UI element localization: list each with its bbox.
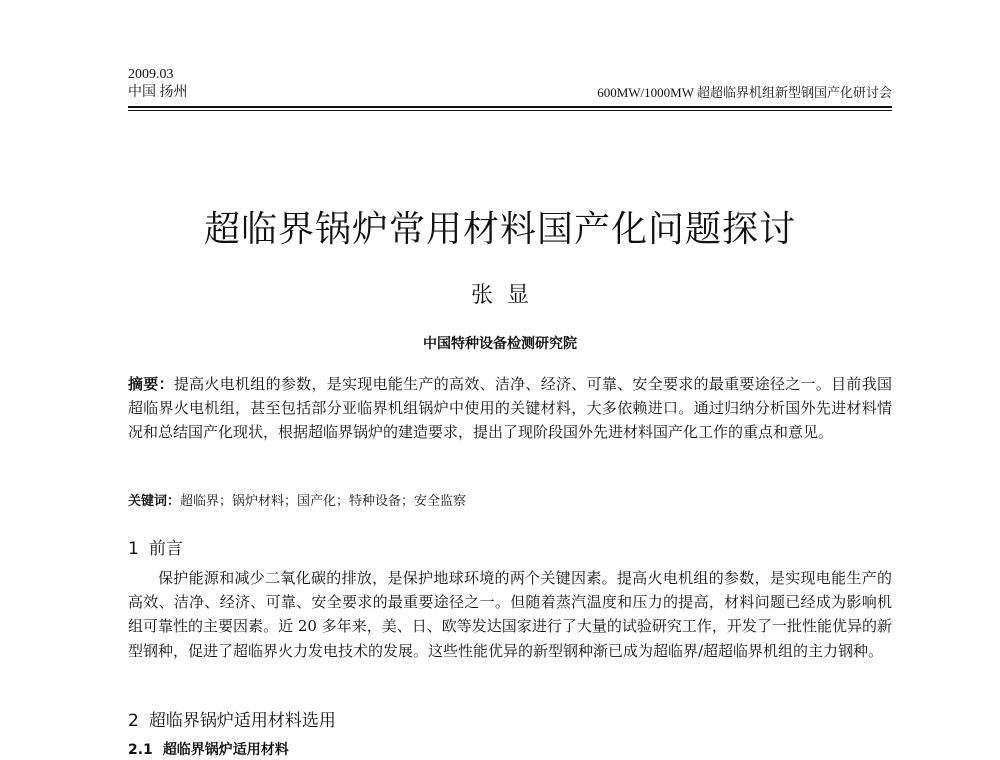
header-conference: 600MW/1000MW 超超临界机组新型钢国产化研讨会 <box>597 85 892 100</box>
paper-affiliation: 中国特种设备检测研究院 <box>423 336 577 352</box>
subsection-title: 超临界锅炉适用材料 <box>162 742 289 758</box>
keywords-label: 关键词： <box>128 494 181 509</box>
section-1-paragraph: 保护能源和减少二氧化碳的排放，是保护地球环境的两个关键因素。提高火电机组的参数，是实现电能生产的高效、洁净、经济、可靠、安全要求的最重要途径之一。但随着蒸汽温度和压力的提高，材料问题已经成为影响机组可靠性的主要因素。近 20 多年来，美、日、欧等发达国家进行了大量的试验研究工作，开发了一批性能优异的新型钢种，促进了超临界火力发电技术的发展。这些性能优异的新型钢种渐已成为超临界/超超临界机组的主力钢种。 <box>128 569 892 660</box>
header-rule <box>128 106 892 108</box>
abstract <box>128 372 892 444</box>
paper-author: 张显 <box>470 283 543 308</box>
abstract-text: 提高火电机组的参数，是实现电能生产的高效、洁净、经济、可靠、安全要求的最重要途径之一。目前我国超临界火电机组，甚至包括部分亚临界机组锅炉中使用的关键材料，大多依赖进口。通过归纳分析国外先进材料情况和总结国产化现状，根据超临界锅炉的建造要求，提出了现阶段国外先进材料国产化工作的重点和意见。 <box>128 375 892 441</box>
section-title: 超临界锅炉适用材料选用 <box>148 711 336 731</box>
subsection-number: 2.1 <box>128 742 153 758</box>
section-number: 1 <box>128 539 139 559</box>
header-place: 中国 扬州 <box>128 85 188 100</box>
subsection-heading-2-1 <box>128 740 289 760</box>
section-heading-2 <box>128 709 336 733</box>
section-heading-1 <box>128 537 183 561</box>
section-title: 前言 <box>148 539 183 559</box>
header-rule-thin <box>128 110 892 111</box>
keywords-text: 超临界；锅炉材料；国产化；特种设备；安全监察 <box>180 494 467 509</box>
header-date: 2009.03 <box>128 67 174 82</box>
keywords <box>128 492 892 512</box>
paper-title: 超临界锅炉常用材料国产化问题探讨 <box>203 209 796 250</box>
running-header-left <box>128 66 188 102</box>
abstract-label: 摘要： <box>128 375 174 393</box>
section-number: 2 <box>128 711 139 731</box>
